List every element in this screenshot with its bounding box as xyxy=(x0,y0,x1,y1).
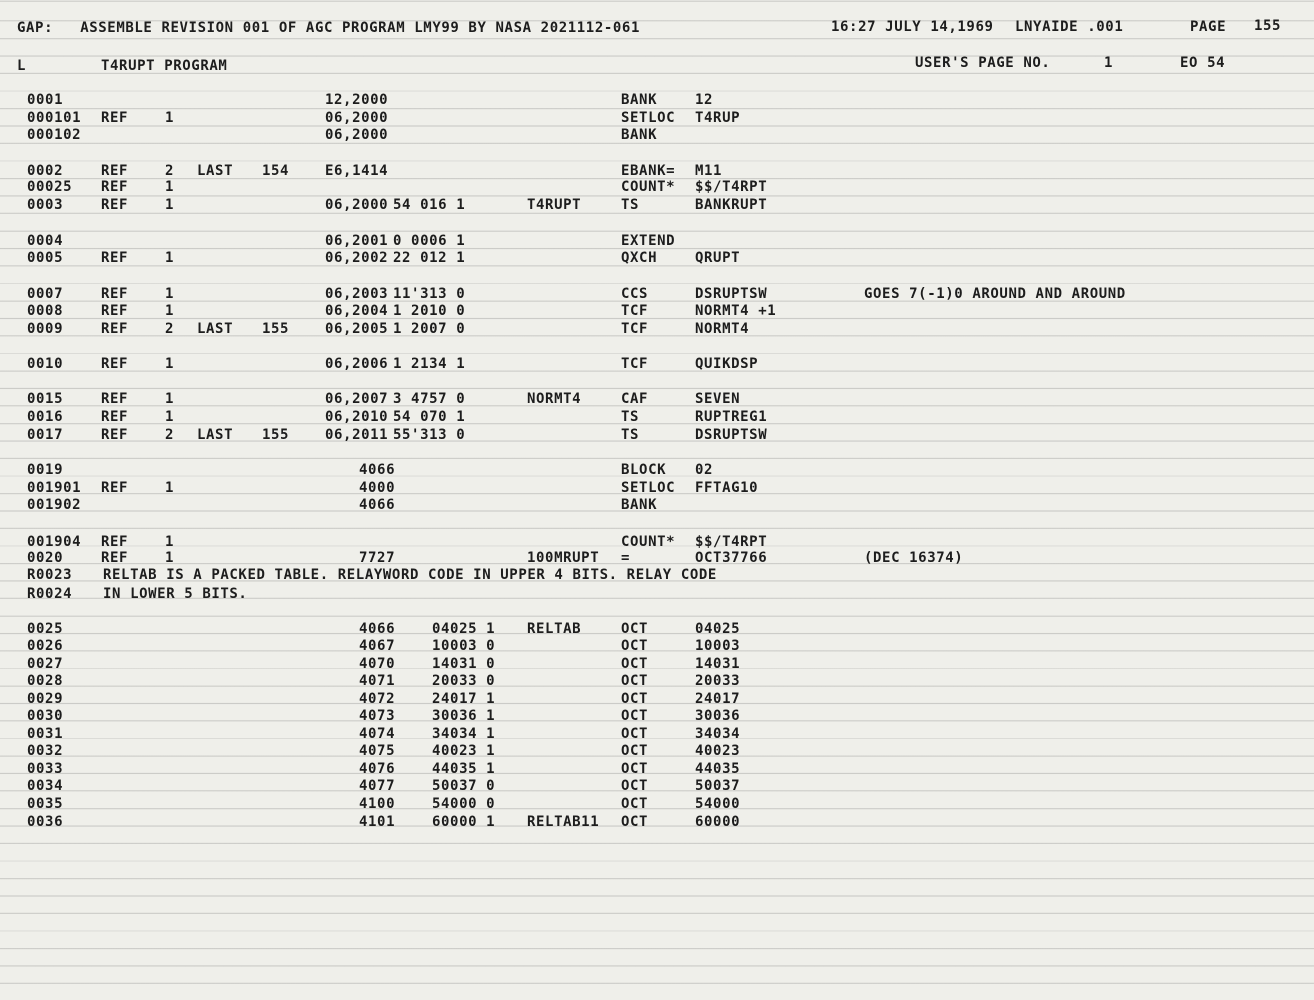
opcode: OCT xyxy=(621,708,649,724)
header-page-number: 155 xyxy=(1254,18,1282,34)
opcode: OCT xyxy=(621,673,649,689)
object-code: 50037 0 xyxy=(432,778,496,794)
last-page: 155 xyxy=(262,427,290,443)
opcode: OCT xyxy=(621,691,649,707)
operand: NORMT4 xyxy=(695,321,750,337)
location: 4073 xyxy=(359,708,396,724)
object-code: 10003 0 xyxy=(432,638,496,654)
ref-count: 2 xyxy=(165,321,175,337)
operand: 50037 xyxy=(695,778,741,794)
object-code: 34034 1 xyxy=(432,726,496,742)
line-number: 0002 xyxy=(27,163,64,179)
ref-marker: REF xyxy=(101,197,129,213)
ref-marker: REF xyxy=(101,550,129,566)
ref-marker: REF xyxy=(101,391,129,407)
object-code: 54 070 1 xyxy=(393,409,466,425)
location: 06,2005 xyxy=(325,321,389,337)
ref-marker: REF xyxy=(101,286,129,302)
object-code: 40023 1 xyxy=(432,743,496,759)
opcode: EXTEND xyxy=(621,233,676,249)
line-number: 000101 xyxy=(27,110,82,126)
location: 06,2004 xyxy=(325,303,389,319)
opcode: COUNT* xyxy=(621,179,676,195)
ref-marker: REF xyxy=(101,303,129,319)
location: 06,2000 xyxy=(325,127,389,143)
line-number: 0008 xyxy=(27,303,64,319)
comment: (DEC 16374) xyxy=(864,550,964,566)
operand: 02 xyxy=(695,462,714,478)
operand: 12 xyxy=(695,92,714,108)
object-code: 30036 1 xyxy=(432,708,496,724)
opcode: OCT xyxy=(621,726,649,742)
opcode: TS xyxy=(621,427,640,443)
opcode: SETLOC xyxy=(621,110,676,126)
line-number: 0033 xyxy=(27,761,64,777)
location: 12,2000 xyxy=(325,92,389,108)
users-page-label: USER'S PAGE NO. xyxy=(915,55,1051,71)
remark-text: IN LOWER 5 BITS. xyxy=(103,586,248,602)
comment: GOES 7(-1)0 AROUND AND AROUND xyxy=(864,286,1126,302)
object-code: 24017 1 xyxy=(432,691,496,707)
object-code: 3 4757 0 xyxy=(393,391,466,407)
operand: RUPTREG1 xyxy=(695,409,768,425)
object-code: 54 016 1 xyxy=(393,197,466,213)
subheader-flag: L xyxy=(17,58,27,74)
location: 06,2002 xyxy=(325,250,389,266)
ref-marker: REF xyxy=(101,179,129,195)
operand: FFTAG10 xyxy=(695,480,759,496)
line-number: R0023 xyxy=(27,567,73,583)
location: 06,2010 xyxy=(325,409,389,425)
line-number: 001901 xyxy=(27,480,82,496)
operand: 10003 xyxy=(695,638,741,654)
ref-count: 1 xyxy=(165,250,175,266)
last-marker: LAST xyxy=(197,427,234,443)
location: 4066 xyxy=(359,497,396,513)
location: 4100 xyxy=(359,796,396,812)
symbol-label: RELTAB xyxy=(527,621,582,637)
location: 4076 xyxy=(359,761,396,777)
opcode: SETLOC xyxy=(621,480,676,496)
operand: T4RUP xyxy=(695,110,741,126)
ref-count: 1 xyxy=(165,303,175,319)
ref-count: 1 xyxy=(165,409,175,425)
opcode: OCT xyxy=(621,621,649,637)
object-code: 1 2134 1 xyxy=(393,356,466,372)
ref-marker: REF xyxy=(101,163,129,179)
line-number: 0001 xyxy=(27,92,64,108)
operand: OCT37766 xyxy=(695,550,768,566)
location: 4066 xyxy=(359,462,396,478)
line-number: 0020 xyxy=(27,550,64,566)
ref-marker: REF xyxy=(101,427,129,443)
last-page: 154 xyxy=(262,163,290,179)
operand: 60000 xyxy=(695,814,741,830)
operand: QUIKDSP xyxy=(695,356,759,372)
opcode: TCF xyxy=(621,321,649,337)
line-number: 0031 xyxy=(27,726,64,742)
object-code: 22 012 1 xyxy=(393,250,466,266)
opcode: OCT xyxy=(621,656,649,672)
line-number: 001902 xyxy=(27,497,82,513)
ref-count: 1 xyxy=(165,550,175,566)
header-date: 16:27 JULY 14,1969 xyxy=(831,19,994,35)
line-number: 0017 xyxy=(27,427,64,443)
line-number: 0034 xyxy=(27,778,64,794)
opcode: BANK xyxy=(621,497,658,513)
location: 06,2000 xyxy=(325,110,389,126)
operand: NORMT4 +1 xyxy=(695,303,777,319)
symbol-label: NORMT4 xyxy=(527,391,582,407)
location: 4075 xyxy=(359,743,396,759)
line-number: 0036 xyxy=(27,814,64,830)
object-code: 1 2007 0 xyxy=(393,321,466,337)
location: 06,2006 xyxy=(325,356,389,372)
header-title: GAP: ASSEMBLE REVISION 001 OF AGC PROGRAM LMY99 BY NASA 2021112-061 xyxy=(17,20,640,36)
last-marker: LAST xyxy=(197,163,234,179)
opcode: OCT xyxy=(621,743,649,759)
operand: 14031 xyxy=(695,656,741,672)
opcode: TCF xyxy=(621,356,649,372)
operand: 04025 xyxy=(695,621,741,637)
ref-marker: REF xyxy=(101,480,129,496)
operand: QRUPT xyxy=(695,250,741,266)
line-number: 0025 xyxy=(27,621,64,637)
symbol-label: RELTAB11 xyxy=(527,814,600,830)
ref-count: 1 xyxy=(165,391,175,407)
ref-count: 1 xyxy=(165,480,175,496)
header-page-label: PAGE xyxy=(1190,19,1227,35)
operand: DSRUPTSW xyxy=(695,427,768,443)
ref-marker: REF xyxy=(101,409,129,425)
opcode: TCF xyxy=(621,303,649,319)
line-number: 0032 xyxy=(27,743,64,759)
location: 4070 xyxy=(359,656,396,672)
location: 4074 xyxy=(359,726,396,742)
operand: M11 xyxy=(695,163,723,179)
eo-code: EO 54 xyxy=(1180,55,1226,71)
opcode: OCT xyxy=(621,761,649,777)
location: 7727 xyxy=(359,550,396,566)
operand: BANKRUPT xyxy=(695,197,768,213)
opcode: OCT xyxy=(621,778,649,794)
ref-marker: REF xyxy=(101,250,129,266)
ref-count: 1 xyxy=(165,197,175,213)
location: 06,2000 xyxy=(325,197,389,213)
opcode: EBANK= xyxy=(621,163,676,179)
location: 4071 xyxy=(359,673,396,689)
operand: 40023 xyxy=(695,743,741,759)
line-number: 0004 xyxy=(27,233,64,249)
object-code: 1 2010 0 xyxy=(393,303,466,319)
header-id: LNYAIDE .001 xyxy=(1015,19,1124,35)
opcode: TS xyxy=(621,409,640,425)
location: 06,2011 xyxy=(325,427,389,443)
location: E6,1414 xyxy=(325,163,389,179)
line-number: 00025 xyxy=(27,179,73,195)
operand: 20033 xyxy=(695,673,741,689)
line-number: 0016 xyxy=(27,409,64,425)
line-number: 0026 xyxy=(27,638,64,654)
location: 06,2007 xyxy=(325,391,389,407)
ref-marker: REF xyxy=(101,356,129,372)
object-code: 60000 1 xyxy=(432,814,496,830)
line-number: 0028 xyxy=(27,673,64,689)
operand: 54000 xyxy=(695,796,741,812)
opcode: CAF xyxy=(621,391,649,407)
line-number: 0007 xyxy=(27,286,64,302)
line-number: 0027 xyxy=(27,656,64,672)
location: 4072 xyxy=(359,691,396,707)
location: 4067 xyxy=(359,638,396,654)
ref-count: 1 xyxy=(165,179,175,195)
line-number: 0019 xyxy=(27,462,64,478)
location: 06,2003 xyxy=(325,286,389,302)
remark-text: RELTAB IS A PACKED TABLE. RELAYWORD CODE IN UPPER 4 BITS. RELAY CODE xyxy=(103,567,717,583)
opcode: TS xyxy=(621,197,640,213)
line-number: 0035 xyxy=(27,796,64,812)
object-code: 44035 1 xyxy=(432,761,496,777)
symbol-label: 100MRUPT xyxy=(527,550,600,566)
opcode: QXCH xyxy=(621,250,658,266)
line-number: 0005 xyxy=(27,250,64,266)
opcode: BANK xyxy=(621,92,658,108)
last-marker: LAST xyxy=(197,321,234,337)
ref-marker: REF xyxy=(101,110,129,126)
object-code: 0 0006 1 xyxy=(393,233,466,249)
operand: $$/T4RPT xyxy=(695,534,768,550)
line-number: 0010 xyxy=(27,356,64,372)
ref-count: 1 xyxy=(165,110,175,126)
ref-count: 1 xyxy=(165,286,175,302)
operand: 30036 xyxy=(695,708,741,724)
location: 4101 xyxy=(359,814,396,830)
operand: 24017 xyxy=(695,691,741,707)
ref-marker: REF xyxy=(101,321,129,337)
location: 4066 xyxy=(359,621,396,637)
object-code: 04025 1 xyxy=(432,621,496,637)
location: 06,2001 xyxy=(325,233,389,249)
symbol-label: T4RUPT xyxy=(527,197,582,213)
object-code: 14031 0 xyxy=(432,656,496,672)
opcode: CCS xyxy=(621,286,649,302)
opcode: = xyxy=(621,550,631,566)
line-number: 0015 xyxy=(27,391,64,407)
location: 4077 xyxy=(359,778,396,794)
operand: SEVEN xyxy=(695,391,741,407)
opcode: OCT xyxy=(621,638,649,654)
opcode: BANK xyxy=(621,127,658,143)
opcode: COUNT* xyxy=(621,534,676,550)
object-code: 20033 0 xyxy=(432,673,496,689)
line-number: 0030 xyxy=(27,708,64,724)
program-title: T4RUPT PROGRAM xyxy=(101,58,228,74)
line-number: 0003 xyxy=(27,197,64,213)
ref-count: 2 xyxy=(165,163,175,179)
ref-count: 2 xyxy=(165,427,175,443)
location: 4000 xyxy=(359,480,396,496)
line-number: 0029 xyxy=(27,691,64,707)
operand: 44035 xyxy=(695,761,741,777)
operand: DSRUPTSW xyxy=(695,286,768,302)
object-code: 54000 0 xyxy=(432,796,496,812)
operand: 34034 xyxy=(695,726,741,742)
line-number: 000102 xyxy=(27,127,82,143)
opcode: OCT xyxy=(621,814,649,830)
object-code: 55'313 0 xyxy=(393,427,466,443)
line-number: 0009 xyxy=(27,321,64,337)
object-code: 11'313 0 xyxy=(393,286,466,302)
ref-count: 1 xyxy=(165,356,175,372)
line-number: 001904 xyxy=(27,534,82,550)
users-page-number: 1 xyxy=(1104,55,1114,71)
opcode: BLOCK xyxy=(621,462,667,478)
ref-count: 1 xyxy=(165,534,175,550)
opcode: OCT xyxy=(621,796,649,812)
ref-marker: REF xyxy=(101,534,129,550)
last-page: 155 xyxy=(262,321,290,337)
operand: $$/T4RPT xyxy=(695,179,768,195)
line-number: R0024 xyxy=(27,586,73,602)
